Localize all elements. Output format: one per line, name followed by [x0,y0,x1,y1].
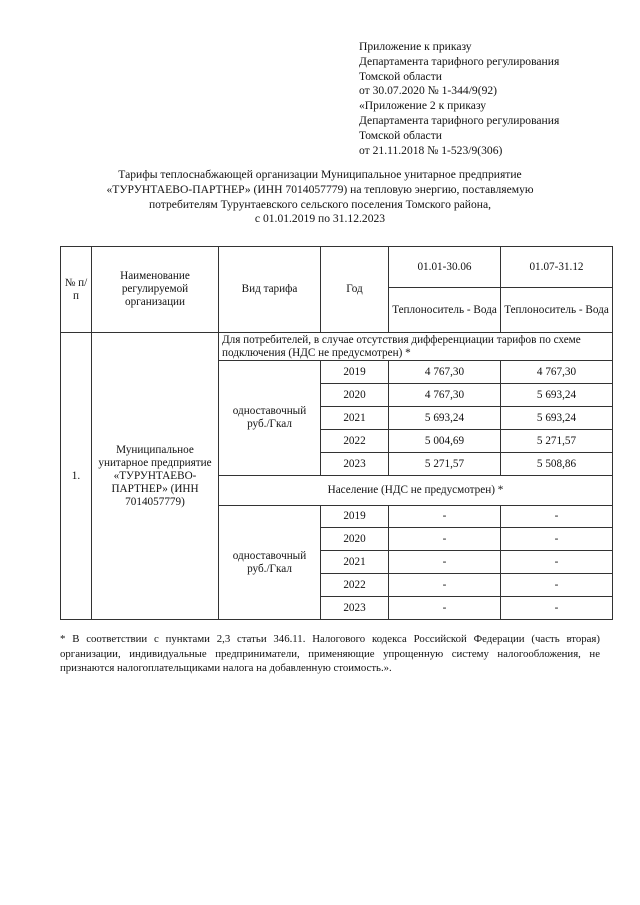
value-cell: 5 693,24 [501,407,613,430]
value-cell: - [389,506,501,528]
value-cell: - [501,528,613,551]
year-cell: 2019 [321,506,389,528]
title-line: с 01.01.2019 по 31.12.2023 [254,212,386,226]
document-title [60,168,580,227]
header-tariff-type: Вид тарифа [219,247,321,333]
section-general-title: Для потребителей, в случае отсутствия дифференциации тарифов по схеме подключения (НДС не предусмотрен) * [219,333,613,361]
value-cell: - [389,528,501,551]
value-cell: - [501,506,613,528]
value-cell: 5 004,69 [389,430,501,453]
year-cell: 2023 [321,453,389,476]
organization-name: Муниципальное унитарное предприятие «ТУРУНТАЕВО-ПАРТНЕР» (ИНН 7014057779) [92,333,219,620]
value-cell: 5 271,57 [389,453,501,476]
appendix-block [359,40,629,158]
appendix-line: Томской области [359,128,442,142]
value-cell: 4 767,30 [501,361,613,384]
tariff-table [60,246,613,620]
value-cell: 5 508,86 [501,453,613,476]
header-medium-2: Теплоноситель - Вода [501,288,613,333]
appendix-line: Томской области [359,69,442,83]
value-cell: - [389,551,501,574]
header-medium-1: Теплоноситель - Вода [389,288,501,333]
tariff-type-population: одноставочный руб./Гкал [219,506,321,620]
header-year: Год [321,247,389,333]
appendix-line: Департамента тарифного регулирования [359,113,560,127]
row-number: 1. [61,333,92,620]
year-cell: 2021 [321,407,389,430]
appendix-line: от 21.11.2018 № 1-523/9(306) [359,143,503,157]
value-cell: 5 693,24 [389,407,501,430]
year-cell: 2019 [321,361,389,384]
value-cell: 4 767,30 [389,361,501,384]
year-cell: 2022 [321,430,389,453]
value-cell: - [501,574,613,597]
year-cell: 2020 [321,384,389,407]
title-line: Тарифы теплоснабжающей организации Муниципальное унитарное предприятие [118,168,522,181]
appendix-line: от 30.07.2020 № 1-344/9(92) [359,84,498,98]
title-line: потребителям Турунтаевского сельского поселения Томского района, [148,197,492,211]
header-period-2: 01.07-31.12 [501,247,613,288]
tariff-type-general: одноставочный руб./Гкал [219,361,321,476]
appendix-line: Приложение к приказу [359,40,472,53]
appendix-line: Департамента тарифного регулирования [359,54,560,68]
appendix-line: «Приложение 2 к приказу [359,99,487,113]
value-cell: - [389,597,501,620]
header-period-1: 01.01-30.06 [389,247,501,288]
value-cell: - [501,551,613,574]
year-cell: 2023 [321,597,389,620]
footnote: * В соответствии с пунктами 2,3 статьи 346.11. Налогового кодекса Российской Федерации (часть вторая) организации, индивидуальные предприниматели, применяющие упрощенную систему налогообложения, не признаются налогоплательщиками налога на добавленную стоимость.». [60,633,600,674]
year-cell: 2020 [321,528,389,551]
title-line: «ТУРУНТАЕВО-ПАРТНЕР» (ИНН 7014057779) на тепловую энергию, поставляемую [106,182,534,196]
value-cell: 5 271,57 [501,430,613,453]
year-cell: 2021 [321,551,389,574]
header-number: № п/п [61,247,92,333]
year-cell: 2022 [321,574,389,597]
value-cell: - [501,597,613,620]
value-cell: - [389,574,501,597]
value-cell: 5 693,24 [501,384,613,407]
section-population-title: Население (НДС не предусмотрен) * [219,476,613,506]
header-organization: Наименование регулируемой организации [92,247,219,333]
value-cell: 4 767,30 [389,384,501,407]
